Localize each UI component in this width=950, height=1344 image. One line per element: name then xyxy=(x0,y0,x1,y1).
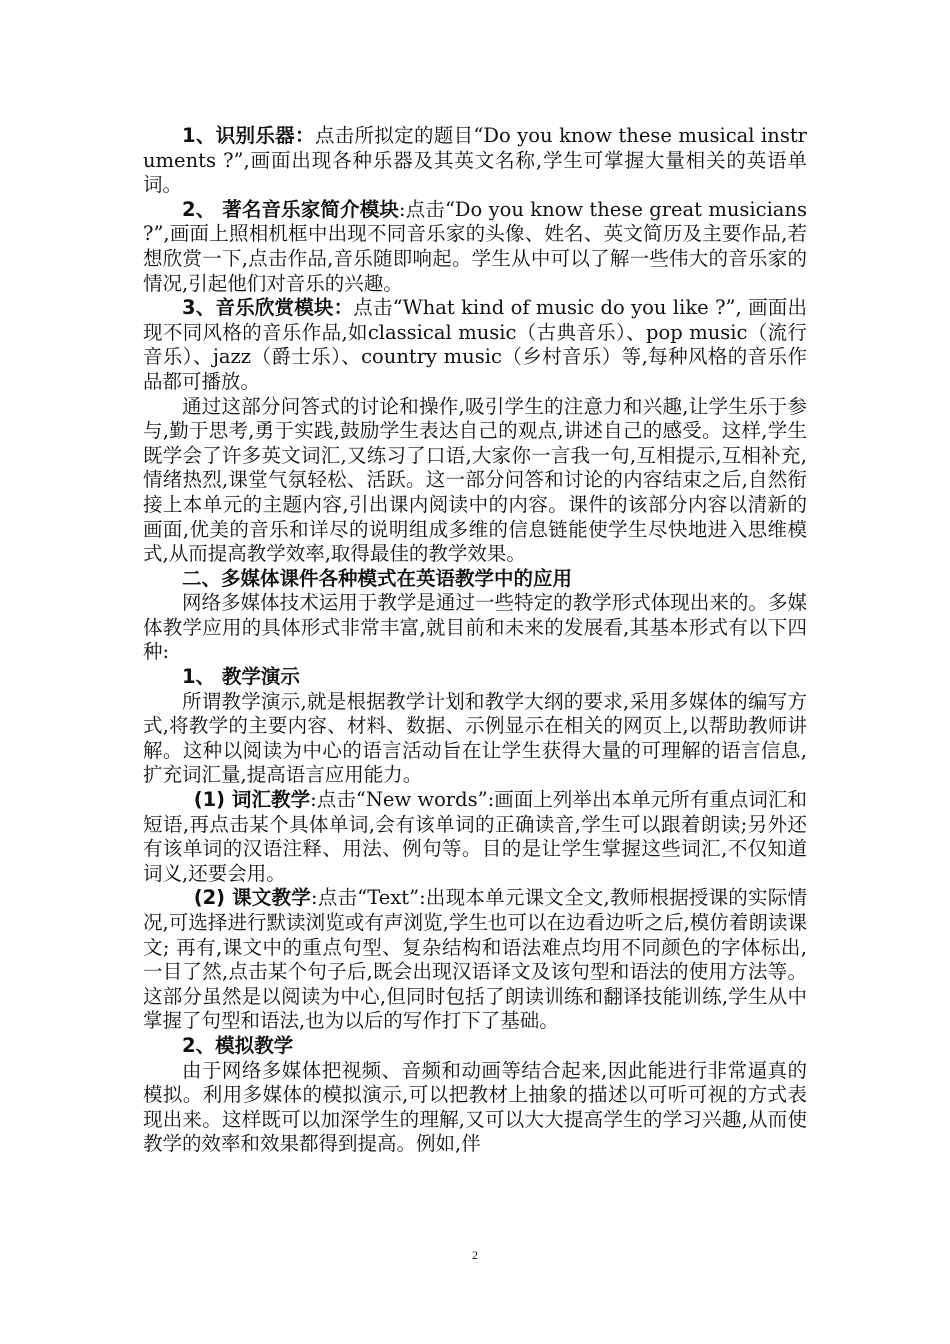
subsection-text-teaching-demo: 所谓教学演示,就是根据教学计划和教学大纲的要求,采用多媒体的编写方式,将教学的主要内容、材料、数据、示例显示在相关的网页上,以帮助教师讲解。这种以阅读为中心的语言活动旨在让学生获得大量的可理解的语言信息,扩充词汇量,提高语言应用能力。 xyxy=(143,689,807,787)
list-item-label: (1) 词汇教学 xyxy=(193,788,311,812)
list-item-text: :点击“Text”:出现本单元课文全文,教师根据授课的实际情况,可选择进行默读浏览或有声浏览,学生也可以在边看边听之后,模仿着朗读课文; 再有,课文中的重点句型、复杂结构和语法难点均用不同颜色的字体标出,一目了然,点击某个句子后,既会出现汉语译文及该句型和语法的使用方法等。这部分虽然是以阅读为中心,但同时包括了朗读训练和翻译技能训练,学生从中掌握了句型和语法,也为以后的写作打下了基础。 xyxy=(143,886,807,1033)
subsection-text-simulation: 由于网络多媒体把视频、音频和动画等结合起来,因此能进行非常逼真的模拟。利用多媒体的模拟演示,可以把教材上抽象的描述以可听可视的方式表现出来。这样既可以加深学生的理解,又可以大大提高学生的学习兴趣,从而使教学的效率和效果都得到提高。例如,伴 xyxy=(143,1058,807,1156)
list-item-text: :点击“New words”:画面上列举出本单元所有重点词汇和短语,再点击某个具体单词,会有该单词的正确读音,学生可以跟着朗读;另外还有该单词的汉语注释、用法、例句等。目的是让学生掌握这些词汇,不仅知道词义,还要会用。 xyxy=(143,788,807,885)
subsection-heading-teaching-demo: 1、 教学演示 xyxy=(182,665,300,689)
paragraph-text: 点击所拟定的题目“Do you know these musical instruments ?”,画面出现各种乐器及其英文名称,学生可掌握大量相关的英语单词。 xyxy=(143,124,807,197)
document-body xyxy=(143,124,807,1157)
paragraph-identify-instruments xyxy=(143,124,807,198)
list-item-vocabulary-teaching xyxy=(143,788,807,886)
paragraph-music-appreciation-module xyxy=(143,296,807,394)
paragraph-text: 通过这部分问答式的讨论和操作,吸引学生的注意力和兴趣,让学生乐于参与,勤于思考,勇于实践,鼓励学生表达自己的观点,讲述自己的感受。这样,学生既学会了许多英文词汇,又练习了口语,大家你一言我一句,互相提示,互相补充,情绪热烈,课堂气氛轻松、活跃。这一部分问答和讨论的内容结束之后,自然衔接上本单元的主题内容,引出课内阅读中的内容。课件的该部分内容以清新的画面,优美的音乐和详尽的说明组成多维的信息链能使学生尽快地进入思维模式,从而提高教学效率,取得最佳的教学效果。 xyxy=(143,394,807,566)
section-intro: 网络多媒体技术运用于教学是通过一些特定的教学形式体现出来的。多媒体教学应用的具体形式非常丰富,就目前和未来的发展看,其基本形式有以下四种: xyxy=(143,591,807,664)
paragraph-label: 3、音乐欣赏模块： xyxy=(182,296,354,320)
page-number: 2 xyxy=(472,1248,478,1262)
paragraph-text: :点击“Do you know these great musicians ?”,画面上照相机框中出现不同音乐家的头像、姓名、英文简历及主要作品,若想欣赏一下,点击作品,音乐随即响起。学生从中可以了解一些伟大的音乐家的情况,引起他们对音乐的兴趣。 xyxy=(143,197,807,295)
paragraph-label: 2、 著名音乐家简介模块 xyxy=(182,197,399,221)
list-item-label: (2) 课文教学 xyxy=(193,886,312,910)
section-heading: 二、多媒体课件各种模式在英语教学中的应用 xyxy=(182,566,573,590)
paragraph-label: 1、识别乐器： xyxy=(182,124,315,147)
subsection-heading-simulation: 2、模拟教学 xyxy=(182,1033,294,1057)
paragraph-musicians-module xyxy=(143,198,807,296)
paragraph-discussion-summary xyxy=(143,395,807,567)
list-item-text-teaching xyxy=(143,886,807,1034)
paragraph-text: 点击“What kind of music do you like ?”, 画面出现不同风格的音乐作品,如classical music（古典音乐）、pop music（流行音乐）、jazz（爵士乐）、country music（乡村音乐）等,每种风格的音乐作品都可播放。 xyxy=(143,296,807,393)
